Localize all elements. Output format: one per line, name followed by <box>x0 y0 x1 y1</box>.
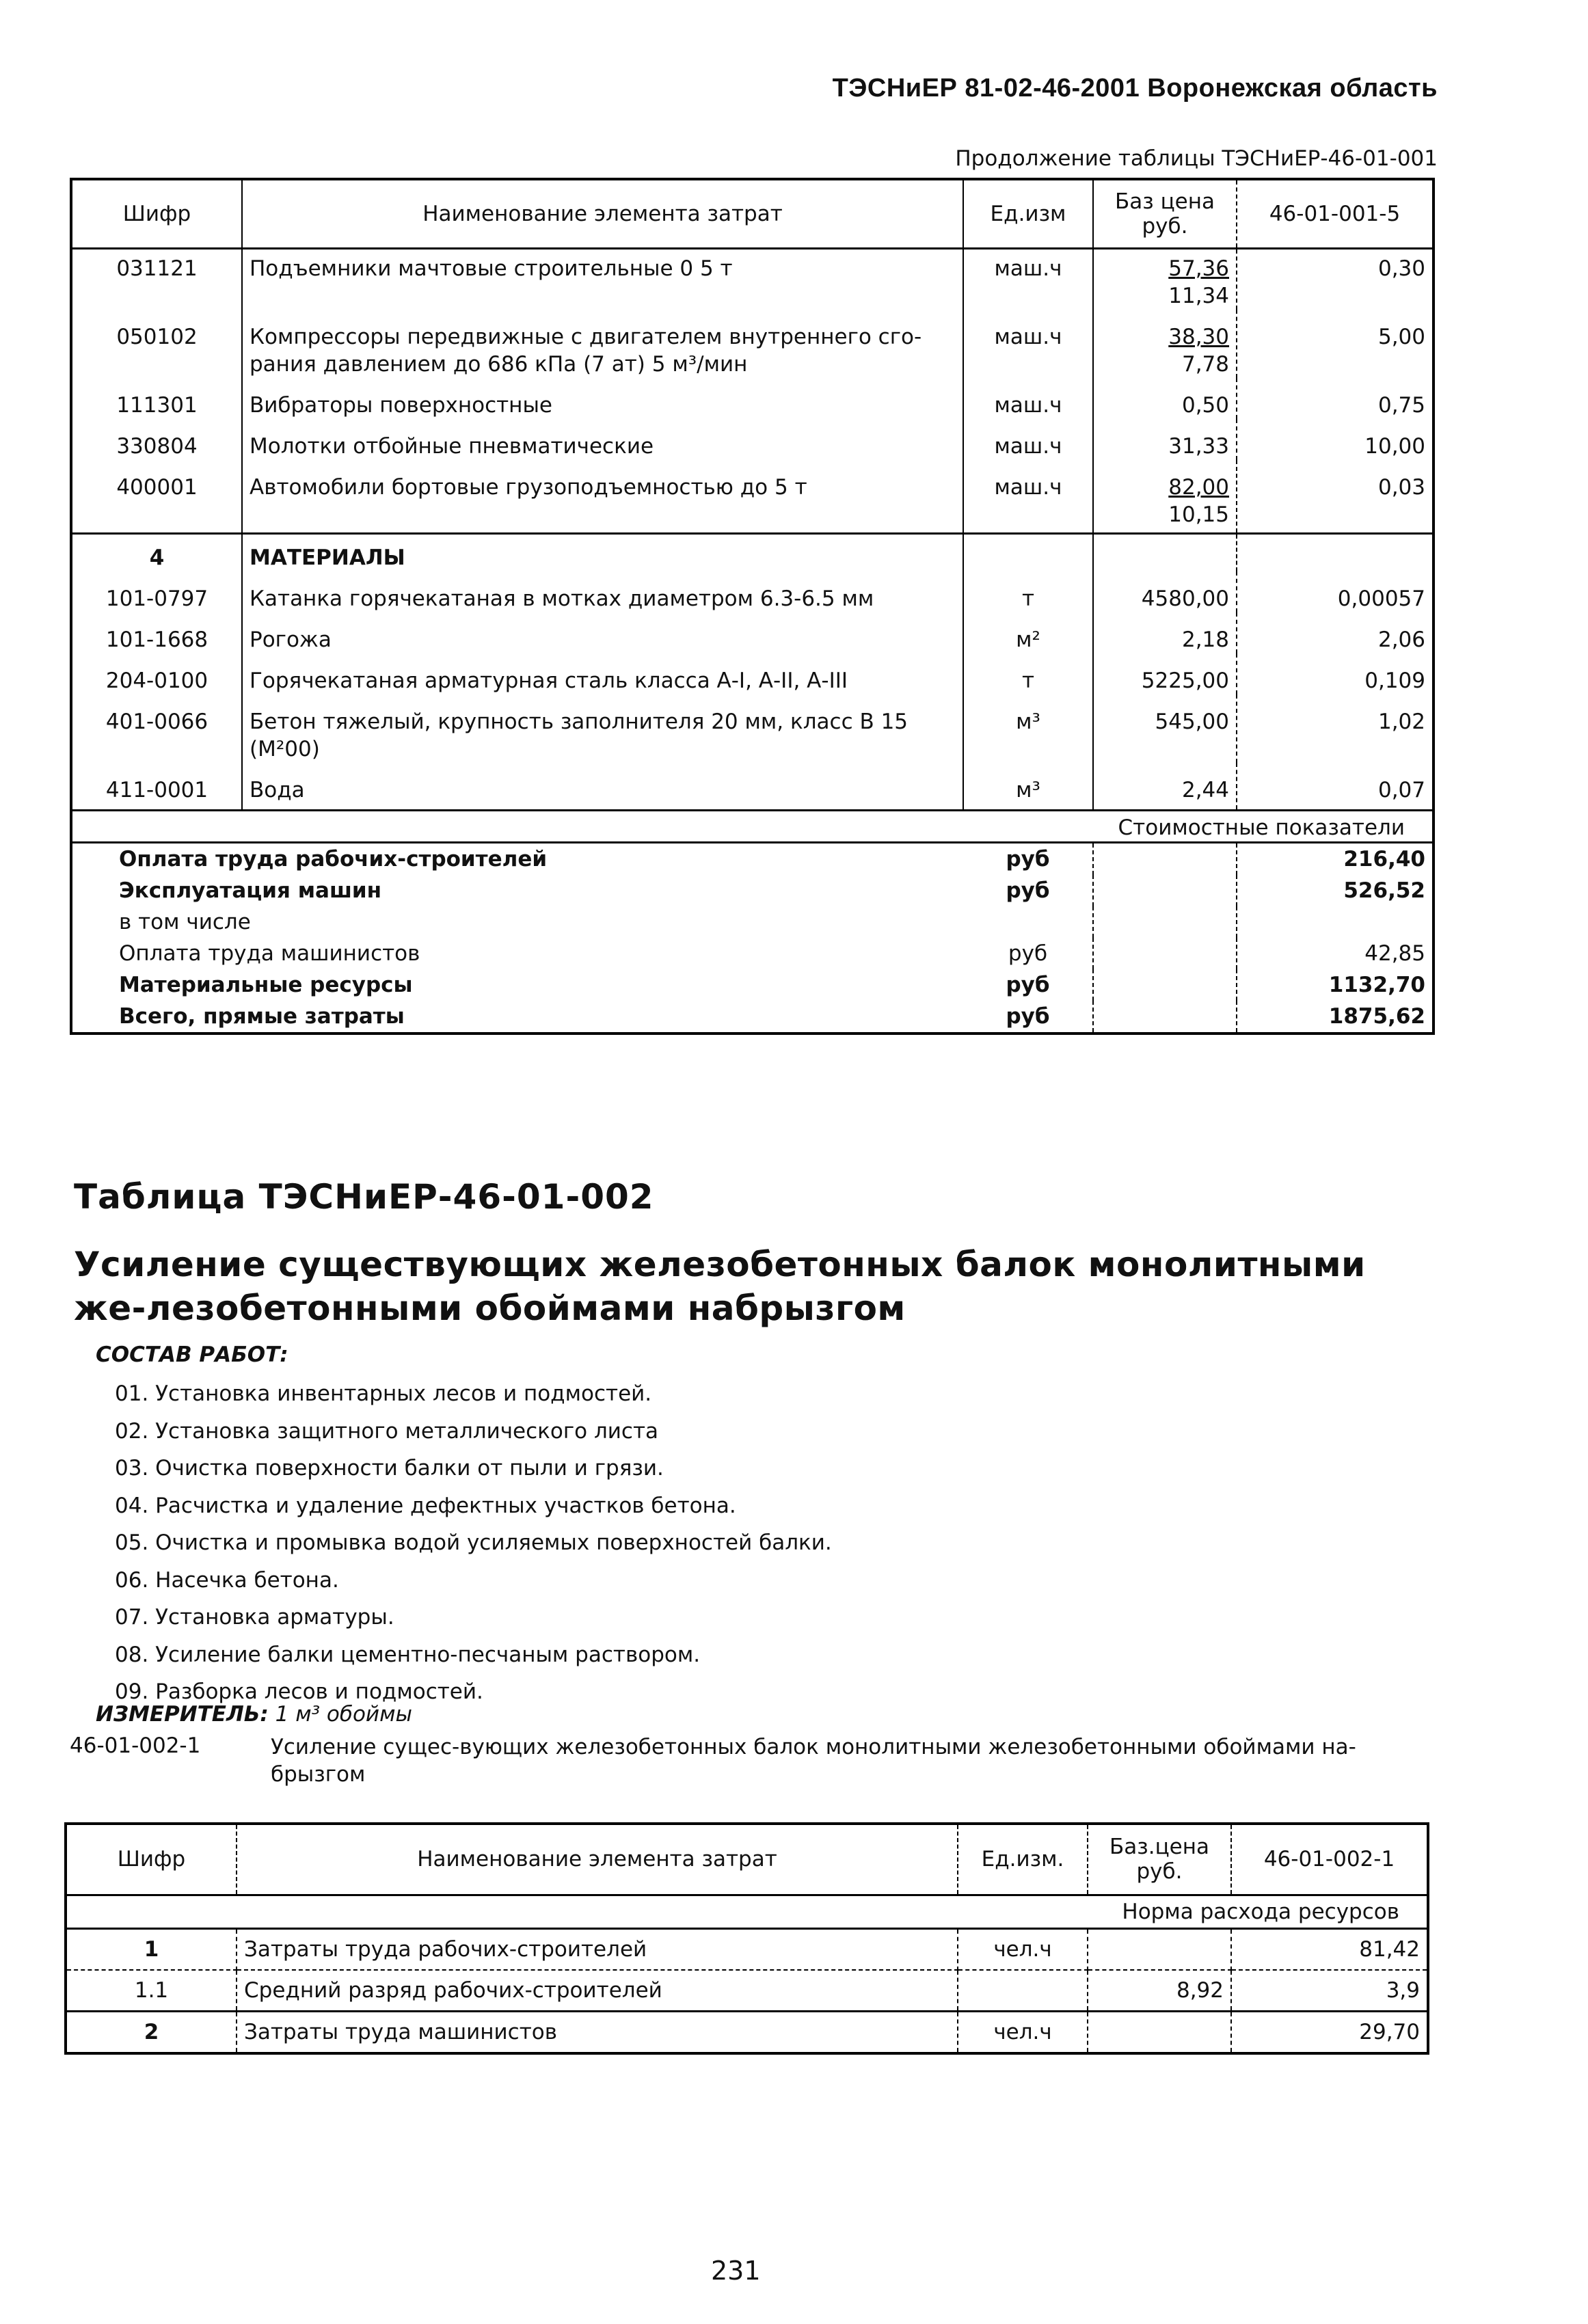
totals-unit: руб <box>963 843 1093 876</box>
work-item: 09. Разборка лесов и подмостей. <box>115 1679 483 1704</box>
t2-col-header-name: Наименование элемента затрат <box>237 1824 958 1895</box>
totals-label: Оплата труда машинистов <box>119 941 420 966</box>
totals-section <box>71 843 1434 1034</box>
t2-col-header-price: Баз.цена руб. <box>1088 1824 1231 1895</box>
machines-section <box>71 249 1434 534</box>
row-price: 31,33 <box>1168 434 1229 459</box>
row-name: Рогожа <box>242 612 963 653</box>
resource-table-46-01-002 <box>64 1822 1429 2055</box>
totals-value: 216,40 <box>1343 847 1425 871</box>
row-code: 050102 <box>71 310 242 378</box>
section-code: 4 <box>71 534 242 572</box>
table-row <box>71 694 1434 763</box>
totals-price <box>1093 969 1237 1001</box>
totals-price <box>1093 875 1237 906</box>
row-name: Бетон тяжелый, крупность заполнителя 20 мм, класс В 15 (М²00) <box>242 694 963 763</box>
table2-header-row <box>66 1824 1428 1895</box>
row-value: 0,75 <box>1377 393 1425 418</box>
row-unit: м² <box>963 612 1093 653</box>
col-header-name: Наименование элемента затрат <box>242 179 963 249</box>
row-name: Молотки отбойные пневматические <box>242 419 963 460</box>
totals-unit: руб <box>963 938 1093 969</box>
table-continuation-caption: Продолжение таблицы ТЭСНиЕР-46-01-001 <box>955 146 1438 171</box>
row-price: 545,00 <box>1093 694 1237 763</box>
row-value: 10,00 <box>1364 434 1425 459</box>
page-number: 231 <box>711 2256 761 2286</box>
work-item: 08. Усиление балки цементно-песчаным раствором. <box>115 1642 701 1667</box>
row-price: 8,92 <box>1088 1970 1231 2012</box>
row-code: 411-0001 <box>71 763 242 811</box>
row-name: Катанка горячекатаная в мотках диаметром 6.3-6.5 мм <box>242 571 963 612</box>
totals-price <box>1093 1001 1237 1033</box>
row-unit: маш.ч <box>963 378 1093 419</box>
row-price-secondary: 11,34 <box>1168 284 1229 308</box>
row-unit: маш.ч <box>963 310 1093 378</box>
col-header-norm: 46-01-001-5 <box>1237 179 1434 249</box>
measure-label: ИЗМЕРИТЕЛЬ: <box>96 1702 269 1727</box>
row-code: 2 <box>66 2011 237 2053</box>
cost-indicators-header-row <box>71 811 1434 843</box>
row-code: 1 <box>66 1928 237 1970</box>
table-row <box>71 310 1434 378</box>
row-name: Подъемники мачтовые строительные 0 5 т <box>242 249 963 310</box>
table-row <box>71 763 1434 811</box>
row-price <box>1088 1928 1231 1970</box>
row-name: Вибраторы поверхностные <box>242 378 963 419</box>
row-name: Компрессоры передвижные с двигателем внутреннего сго-рания давлением до 686 кПа (7 ат) 5 м³/мин <box>242 310 963 378</box>
col-header-price: Баз цена руб. <box>1093 179 1237 249</box>
row-code: 1.1 <box>66 1970 237 2012</box>
composition-label: СОСТАВ РАБОТ: <box>96 1342 288 1367</box>
col-header-code: Шифр <box>71 179 242 249</box>
cost-table-46-01-001 <box>70 178 1435 1035</box>
row-value: 0,07 <box>1377 778 1425 802</box>
materials-section <box>71 534 1434 811</box>
row-price-cell <box>1093 378 1237 419</box>
row-price: 57,36 <box>1168 256 1229 281</box>
row-price-cell <box>1093 419 1237 460</box>
totals-unit: руб <box>963 875 1093 906</box>
totals-row <box>71 875 1434 906</box>
totals-row <box>71 1001 1434 1033</box>
table-header-row <box>71 179 1434 249</box>
row-name: Затраты труда рабочих-строителей <box>237 1928 958 1970</box>
row-value: 0,109 <box>1364 668 1425 693</box>
totals-unit <box>963 906 1093 938</box>
row-price: 2,44 <box>1093 763 1237 811</box>
row-value: 29,70 <box>1359 2019 1420 2044</box>
row-value: 5,00 <box>1377 325 1425 349</box>
row-price: 5225,00 <box>1093 653 1237 694</box>
row-unit <box>958 1970 1088 2012</box>
row-unit: м³ <box>963 694 1093 763</box>
totals-row <box>71 938 1434 969</box>
row-price-secondary: 10,15 <box>1168 502 1229 527</box>
col-header-unit: Ед.изм <box>963 179 1093 249</box>
section-row <box>71 534 1434 572</box>
row-name: Затраты труда машинистов <box>237 2011 958 2053</box>
item-description: Усиление сущес-вующих железобетонных балок монолитными железобетонными обоймами на-брызгом <box>271 1735 1356 1787</box>
work-item: 06. Насечка бетона. <box>115 1567 339 1593</box>
row-name: Вода <box>242 763 963 811</box>
totals-value: 1875,62 <box>1328 1004 1425 1029</box>
totals-unit: руб <box>963 1001 1093 1033</box>
totals-value: 1132,70 <box>1328 973 1425 997</box>
row-name: Автомобили бортовые грузоподъемностью до 5 т <box>242 460 963 534</box>
table-row <box>71 653 1434 694</box>
totals-label: Материальные ресурсы <box>119 973 413 997</box>
totals-label: Оплата труда рабочих-строителей <box>119 847 548 871</box>
norm-header-row <box>66 1895 1428 1928</box>
row-code: 111301 <box>71 378 242 419</box>
work-item: 05. Очистка и промывка водой усиляемых поверхностей балки. <box>115 1530 832 1555</box>
t2-col-header-norm: 46-01-002-1 <box>1231 1824 1428 1895</box>
table2-body <box>66 1928 1428 2053</box>
totals-value <box>1237 906 1434 938</box>
row-code: 101-1668 <box>71 612 242 653</box>
section-value <box>1237 534 1434 572</box>
row-name: Горячекатаная арматурная сталь класса А-I, А-II, А-III <box>242 653 963 694</box>
row-unit: чел.ч <box>958 2011 1088 2053</box>
row-price-cell <box>1093 249 1237 310</box>
cost-indicators-header: Стоимостные показатели <box>71 811 1434 843</box>
totals-unit: руб <box>963 969 1093 1001</box>
table-row <box>66 1928 1428 1970</box>
totals-label: в том числе <box>119 910 251 934</box>
page-header-title: ТЭСНиЕР 81-02-46-2001 Воронежская область <box>832 74 1438 103</box>
table-row <box>71 612 1434 653</box>
row-name: Средний разряд рабочих-строителей <box>237 1970 958 2012</box>
row-code: 101-0797 <box>71 571 242 612</box>
totals-row <box>71 969 1434 1001</box>
section-unit <box>963 534 1093 572</box>
row-unit: м³ <box>963 763 1093 811</box>
table-row <box>71 571 1434 612</box>
t2-col-header-unit: Ед.изм. <box>958 1824 1088 1895</box>
row-unit: т <box>963 571 1093 612</box>
work-item: 03. Очистка поверхности балки от пыли и грязи. <box>115 1456 664 1481</box>
measure-line <box>96 1702 412 1727</box>
row-unit: т <box>963 653 1093 694</box>
row-price: 0,50 <box>1181 393 1229 418</box>
totals-label: Всего, прямые затраты <box>119 1004 405 1029</box>
row-price <box>1088 2011 1231 2053</box>
totals-value: 526,52 <box>1343 878 1425 903</box>
totals-value: 42,85 <box>1364 941 1425 966</box>
section-name: МАТЕРИАЛЫ <box>242 534 963 572</box>
row-price-cell <box>1093 460 1237 534</box>
row-value: 0,30 <box>1377 256 1425 281</box>
row-unit: чел.ч <box>958 1928 1088 1970</box>
row-price: 38,30 <box>1168 325 1229 349</box>
row-price-cell <box>1093 310 1237 378</box>
row-code: 204-0100 <box>71 653 242 694</box>
row-unit: маш.ч <box>963 460 1093 534</box>
row-value: 0,03 <box>1237 460 1434 534</box>
table-title: Таблица ТЭСНиЕР-46-01-002 <box>74 1177 654 1217</box>
work-item: 07. Установка арматуры. <box>115 1605 394 1630</box>
table-row <box>71 249 1434 310</box>
row-code: 031121 <box>71 249 242 310</box>
totals-row <box>71 906 1434 938</box>
row-value: 1,02 <box>1377 710 1425 734</box>
item-code: 46-01-002-1 <box>70 1733 201 1758</box>
work-item: 04. Расчистка и удаление дефектных участков бетона. <box>115 1493 736 1518</box>
row-unit: маш.ч <box>963 419 1093 460</box>
row-value: 81,42 <box>1231 1928 1428 1970</box>
row-price: 2,18 <box>1093 612 1237 653</box>
row-value: 3,9 <box>1231 1970 1428 2012</box>
section-price <box>1093 534 1237 572</box>
table-row <box>71 460 1434 534</box>
totals-price <box>1093 843 1237 876</box>
t2-col-header-code: Шифр <box>66 1824 237 1895</box>
row-code: 330804 <box>71 419 242 460</box>
table-subtitle: Усиление существующих железобетонных балок монолитными же-лезобетонными обоймами набрызгом <box>74 1245 1366 1328</box>
row-price: 82,00 <box>1168 475 1229 500</box>
table-row <box>66 2011 1428 2053</box>
totals-price <box>1093 906 1237 938</box>
totals-price <box>1093 938 1237 969</box>
works-list <box>115 1375 832 1711</box>
norm-header: Норма расхода ресурсов <box>66 1895 1428 1928</box>
table-row <box>66 1970 1428 2012</box>
row-code: 401-0066 <box>71 694 242 763</box>
work-item: 01. Установка инвентарных лесов и подмостей. <box>115 1381 652 1406</box>
table-row <box>71 419 1434 460</box>
table-row <box>71 378 1434 419</box>
row-price: 4580,00 <box>1093 571 1237 612</box>
row-value: 0,00057 <box>1337 586 1425 611</box>
row-price-secondary: 7,78 <box>1181 352 1229 377</box>
work-item: 02. Установка защитного металлического листа <box>115 1418 659 1444</box>
totals-row <box>71 843 1434 876</box>
row-unit: маш.ч <box>963 249 1093 310</box>
totals-label: Эксплуатация машин <box>119 878 382 903</box>
row-value: 2,06 <box>1377 627 1425 652</box>
row-code: 400001 <box>71 460 242 534</box>
measure-value: 1 м³ обоймы <box>275 1702 412 1727</box>
